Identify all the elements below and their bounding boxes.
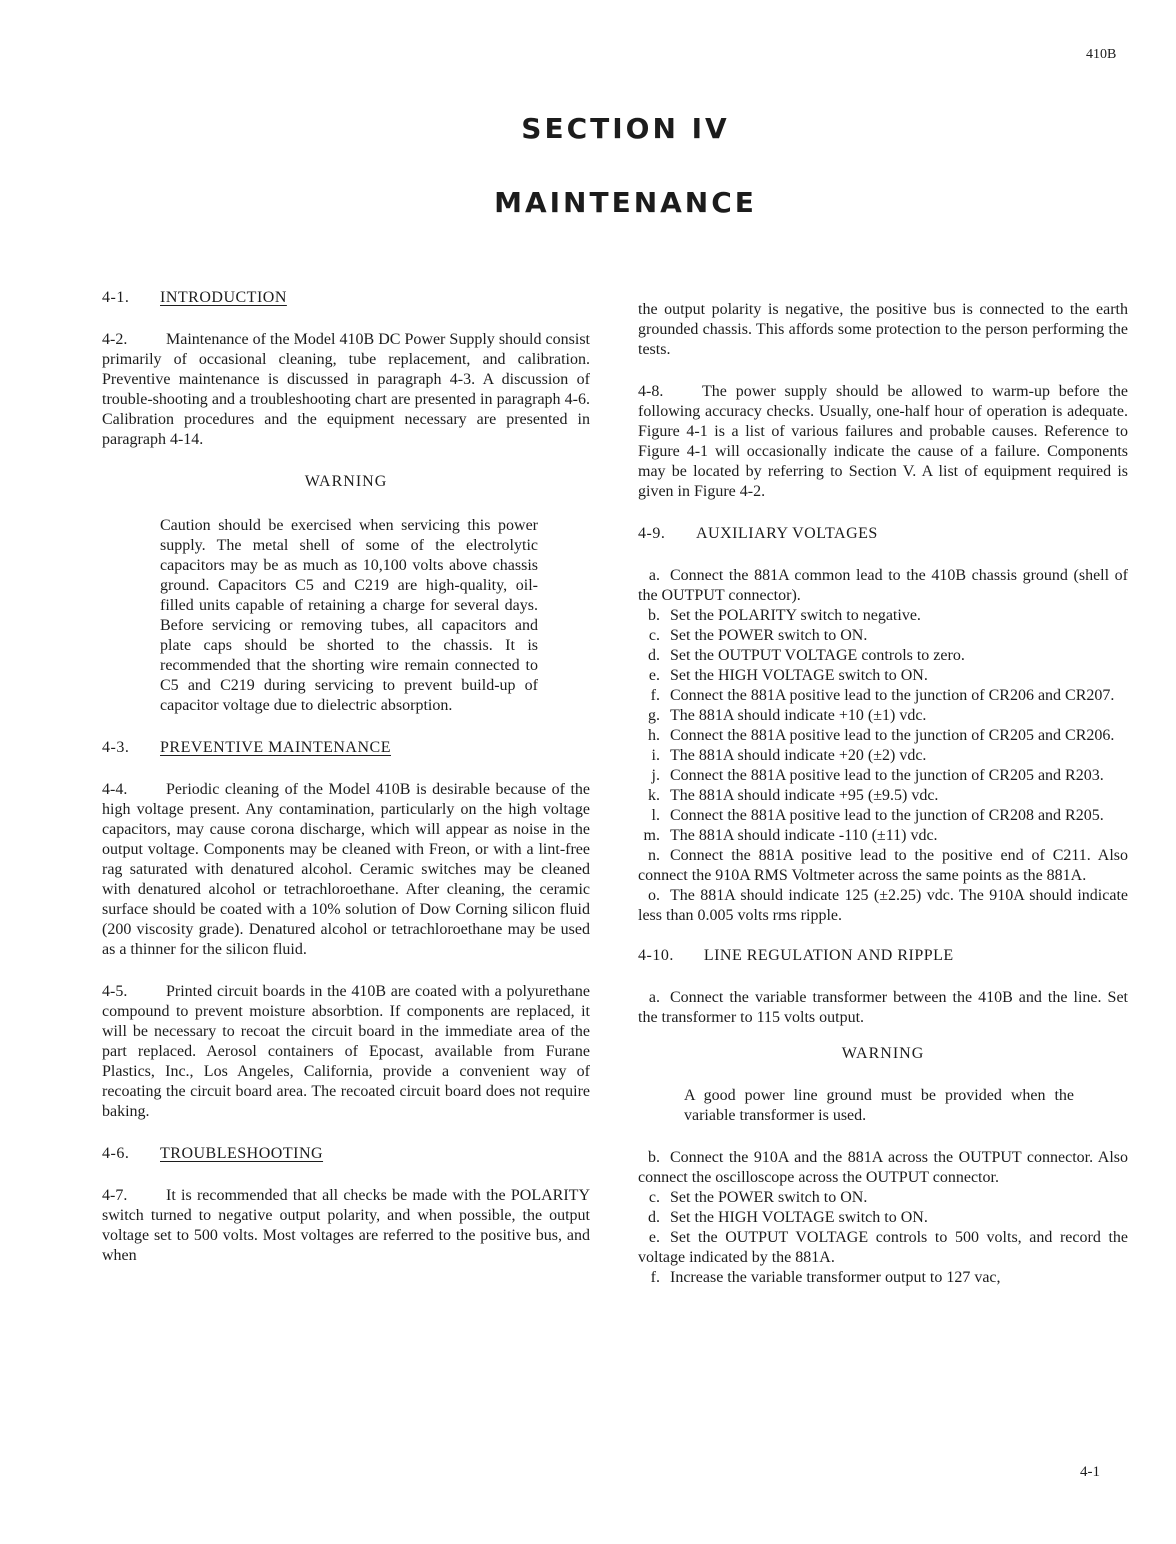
step-letter: a. — [648, 567, 660, 584]
aux-step — [638, 686, 1128, 706]
page-title: MAINTENANCE — [494, 186, 757, 219]
paragraph-text: Printed circuit boards in the 410B are coated with a polyurethane compound to prevent moisture absorbtion. If components are replaced, it will be necessary to recoat the circuit board in the immediate area of the part replaced. Aerosol containers of Epocast, available from Furane Plastics, Inc., Los Angeles, California, provide a convenient way of recoating the circuit board area. The recoated circuit board does not require baking. — [102, 983, 590, 1120]
model-number: 410B — [1086, 47, 1117, 62]
line-steps-list — [638, 1148, 1128, 1288]
paragraph-continued: the output polarity is negative, the positive bus is connected to the earth grounded chassis. This affords some protection to the person performing the tests. — [638, 301, 1128, 358]
aux-step — [638, 766, 1128, 786]
step-letter: f. — [650, 1269, 660, 1286]
paragraph-number: 4-4. — [102, 781, 128, 798]
step-text: Set the OUTPUT VOLTAGE controls to zero. — [670, 647, 965, 664]
step-text: The 881A should indicate 125 (±2.25) vdc. The 910A should indicate less than 0.005 volts rms ripple. — [638, 887, 1128, 924]
aux-step — [638, 626, 1128, 646]
step-letter: m. — [643, 827, 660, 844]
step-text: The 881A should indicate +20 (±2) vdc. — [670, 747, 927, 764]
heading-troubleshooting — [102, 1144, 590, 1164]
aux-step — [638, 646, 1128, 666]
heading-label: LINE REGULATION AND RIPPLE — [703, 947, 954, 964]
paragraph-4-7 — [102, 1186, 590, 1266]
line-step — [638, 1188, 1128, 1208]
warning-text: Caution should be exercised when servicing this power supply. The metal shell of some of the electrolytic capacitors may be as much as 10,100 volts above chassis ground. Capacitors C5 and C219 are high-quality, oil-filled units capable of retaining a charge for several days. Before servicing or removing tubes, all capacitors and plate caps should be shorted to the chassis. It is recommended that the shorting wire remain connected to C5 and C219 during servicing to prevent build-up of capacitor voltage due to dielectric absorption. — [160, 517, 538, 714]
step-letter: b. — [648, 1149, 660, 1166]
step-text: Connect the 881A positive lead to the junction of CR205 and R203. — [670, 767, 1104, 784]
warning-title: WARNING — [304, 473, 388, 490]
step-text: Set the HIGH VOLTAGE switch to ON. — [670, 667, 928, 684]
step-letter: a. — [648, 989, 660, 1006]
heading-label: TROUBLESHOOTING — [160, 1145, 324, 1162]
step-text: Increase the variable transformer output to 127 vac, — [670, 1269, 1001, 1286]
heading-label: AUXILIARY VOLTAGES — [696, 525, 878, 542]
line-step — [638, 1208, 1128, 1228]
heading-preventive-maintenance — [102, 738, 590, 758]
paragraph-text: The power supply should be allowed to warm-up before the following accuracy checks. Usually, one-half hour of operation is adequate. Figure 4-1 is a list of various failures and probable causes. Reference to Figure 4-1 will occasionally indicate the cause of a failure. Components may be located by referring to Section V. A list of equipment required is given in Figure 4-2. — [638, 383, 1128, 500]
aux-step — [638, 706, 1128, 726]
line-step — [638, 1228, 1128, 1268]
paragraph-text: Maintenance of the Model 410B DC Power Supply should consist primarily of occasional cleaning, tube replacement, and calibration. Preventive maintenance is discussed in paragraph 4-3. A discussion of trouble-shooting and a troubleshooting chart are presented in paragraph 4-6. Calibration procedures and the equipment necessary are presented in paragraph 4-14. — [102, 331, 590, 448]
step-text: Set the OUTPUT VOLTAGE controls to 500 volts, and record the voltage indicated by the 881A. — [638, 1229, 1128, 1266]
warning-text-2: A good power line ground must be provided when the variable transformer is used. — [684, 1087, 1074, 1124]
heading-number: 4-9. — [638, 525, 666, 542]
aux-step — [638, 806, 1128, 826]
page-number: 4-1 — [1080, 1464, 1100, 1480]
auxiliary-steps-list — [638, 566, 1128, 926]
heading-line-regulation — [638, 946, 1128, 966]
heading-label: INTRODUCTION — [160, 289, 287, 306]
step-text: Connect the 881A positive lead to the junction of CR208 and R205. — [670, 807, 1104, 824]
step-letter: o. — [648, 887, 660, 904]
line-step — [638, 1148, 1128, 1188]
step-text: Connect the 881A positive lead to the junction of CR206 and CR207. — [670, 687, 1115, 704]
step-letter: h. — [648, 727, 660, 744]
heading-number: 4-1. — [102, 289, 130, 306]
step-text: Set the HIGH VOLTAGE switch to ON. — [670, 1209, 928, 1226]
heading-number: 4-3. — [102, 739, 130, 756]
aux-step — [638, 566, 1128, 606]
paragraph-4-5 — [102, 982, 590, 1122]
aux-step — [638, 666, 1128, 686]
step-text: Set the POLARITY switch to negative. — [670, 607, 921, 624]
aux-step — [638, 746, 1128, 766]
step-letter: e. — [648, 1229, 660, 1246]
paragraph-number: 4-5. — [102, 983, 128, 1000]
step-letter: f. — [650, 687, 660, 704]
paragraph-4-4 — [102, 780, 590, 960]
heading-number: 4-10. — [638, 947, 674, 964]
step-text: Connect the variable transformer between the 410B and the line. Set the transformer to 115 volts output. — [638, 989, 1128, 1026]
step-letter: b. — [648, 607, 660, 624]
aux-step — [638, 726, 1128, 746]
step-text: Connect the 910A and the 881A across the OUTPUT connector. Also connect the oscilloscope across the OUTPUT connector. — [638, 1149, 1128, 1186]
warning-title-2: WARNING — [841, 1045, 925, 1062]
left-column — [102, 288, 590, 1288]
aux-step — [638, 606, 1128, 626]
heading-label: PREVENTIVE MAINTENANCE — [160, 739, 391, 756]
aux-step — [638, 786, 1128, 806]
paragraph-4-8 — [638, 382, 1128, 502]
line-step — [638, 988, 1128, 1028]
heading-auxiliary-voltages — [638, 524, 1128, 544]
paragraph-number: 4-8. — [638, 383, 664, 400]
step-letter: c. — [648, 1189, 660, 1206]
paragraph-text: It is recommended that all checks be made with the POLARITY switch turned to negative output polarity, and when possible, the output voltage set to 500 volts. Most voltages are referred to the positive bus, and when — [102, 1187, 590, 1264]
heading-introduction — [102, 288, 590, 308]
step-text: The 881A should indicate +10 (±1) vdc. — [670, 707, 927, 724]
step-letter: d. — [648, 647, 660, 664]
step-text: The 881A should indicate +95 (±9.5) vdc. — [670, 787, 939, 804]
step-text: Set the POWER switch to ON. — [670, 1189, 868, 1206]
step-letter: e. — [648, 667, 660, 684]
step-letter: i. — [651, 747, 660, 764]
step-letter: j. — [651, 767, 660, 784]
aux-step — [638, 846, 1128, 886]
right-column — [638, 300, 1128, 1308]
step-letter: l. — [651, 807, 660, 824]
paragraph-text: Periodic cleaning of the Model 410B is desirable because of the high voltage present. Any contamination, particularly on the high voltage capacitors, may cause corona discharge, which will appear as noise in the output voltage. Components may be cleaned with Freon, or with a lint-free rag saturated with denatured alcohol. Ceramic switches may be cleaned with denatured alcohol or tetrachloroethane. After cleaning, the ceramic surface should be coated with a 10% solution of Dow Corning silicon fluid (200 viscosity grade). Denatured alcohol or tetrachloroethane may be used as a thinner for the silicon fluid. — [102, 781, 590, 958]
step-text: The 881A should indicate -110 (±11) vdc. — [670, 827, 938, 844]
step-letter: n. — [648, 847, 660, 864]
step-text: Connect the 881A common lead to the 410B chassis ground (shell of the OUTPUT connector). — [638, 567, 1128, 604]
step-text: Set the POWER switch to ON. — [670, 627, 868, 644]
step-letter: d. — [648, 1209, 660, 1226]
section-title: SECTION IV — [521, 112, 730, 145]
step-letter: c. — [648, 627, 660, 644]
paragraph-number: 4-7. — [102, 1187, 128, 1204]
aux-step — [638, 886, 1128, 926]
paragraph-number: 4-2. — [102, 331, 128, 348]
paragraph-4-2 — [102, 330, 590, 450]
step-text: Connect the 881A positive lead to the positive end of C211. Also connect the 910A RMS Voltmeter across the same points as the 881A. — [638, 847, 1128, 884]
line-step — [638, 1268, 1128, 1288]
step-text: Connect the 881A positive lead to the junction of CR205 and CR206. — [670, 727, 1115, 744]
step-letter: k. — [648, 787, 660, 804]
step-letter: g. — [648, 707, 660, 724]
heading-number: 4-6. — [102, 1145, 130, 1162]
aux-step — [638, 826, 1128, 846]
